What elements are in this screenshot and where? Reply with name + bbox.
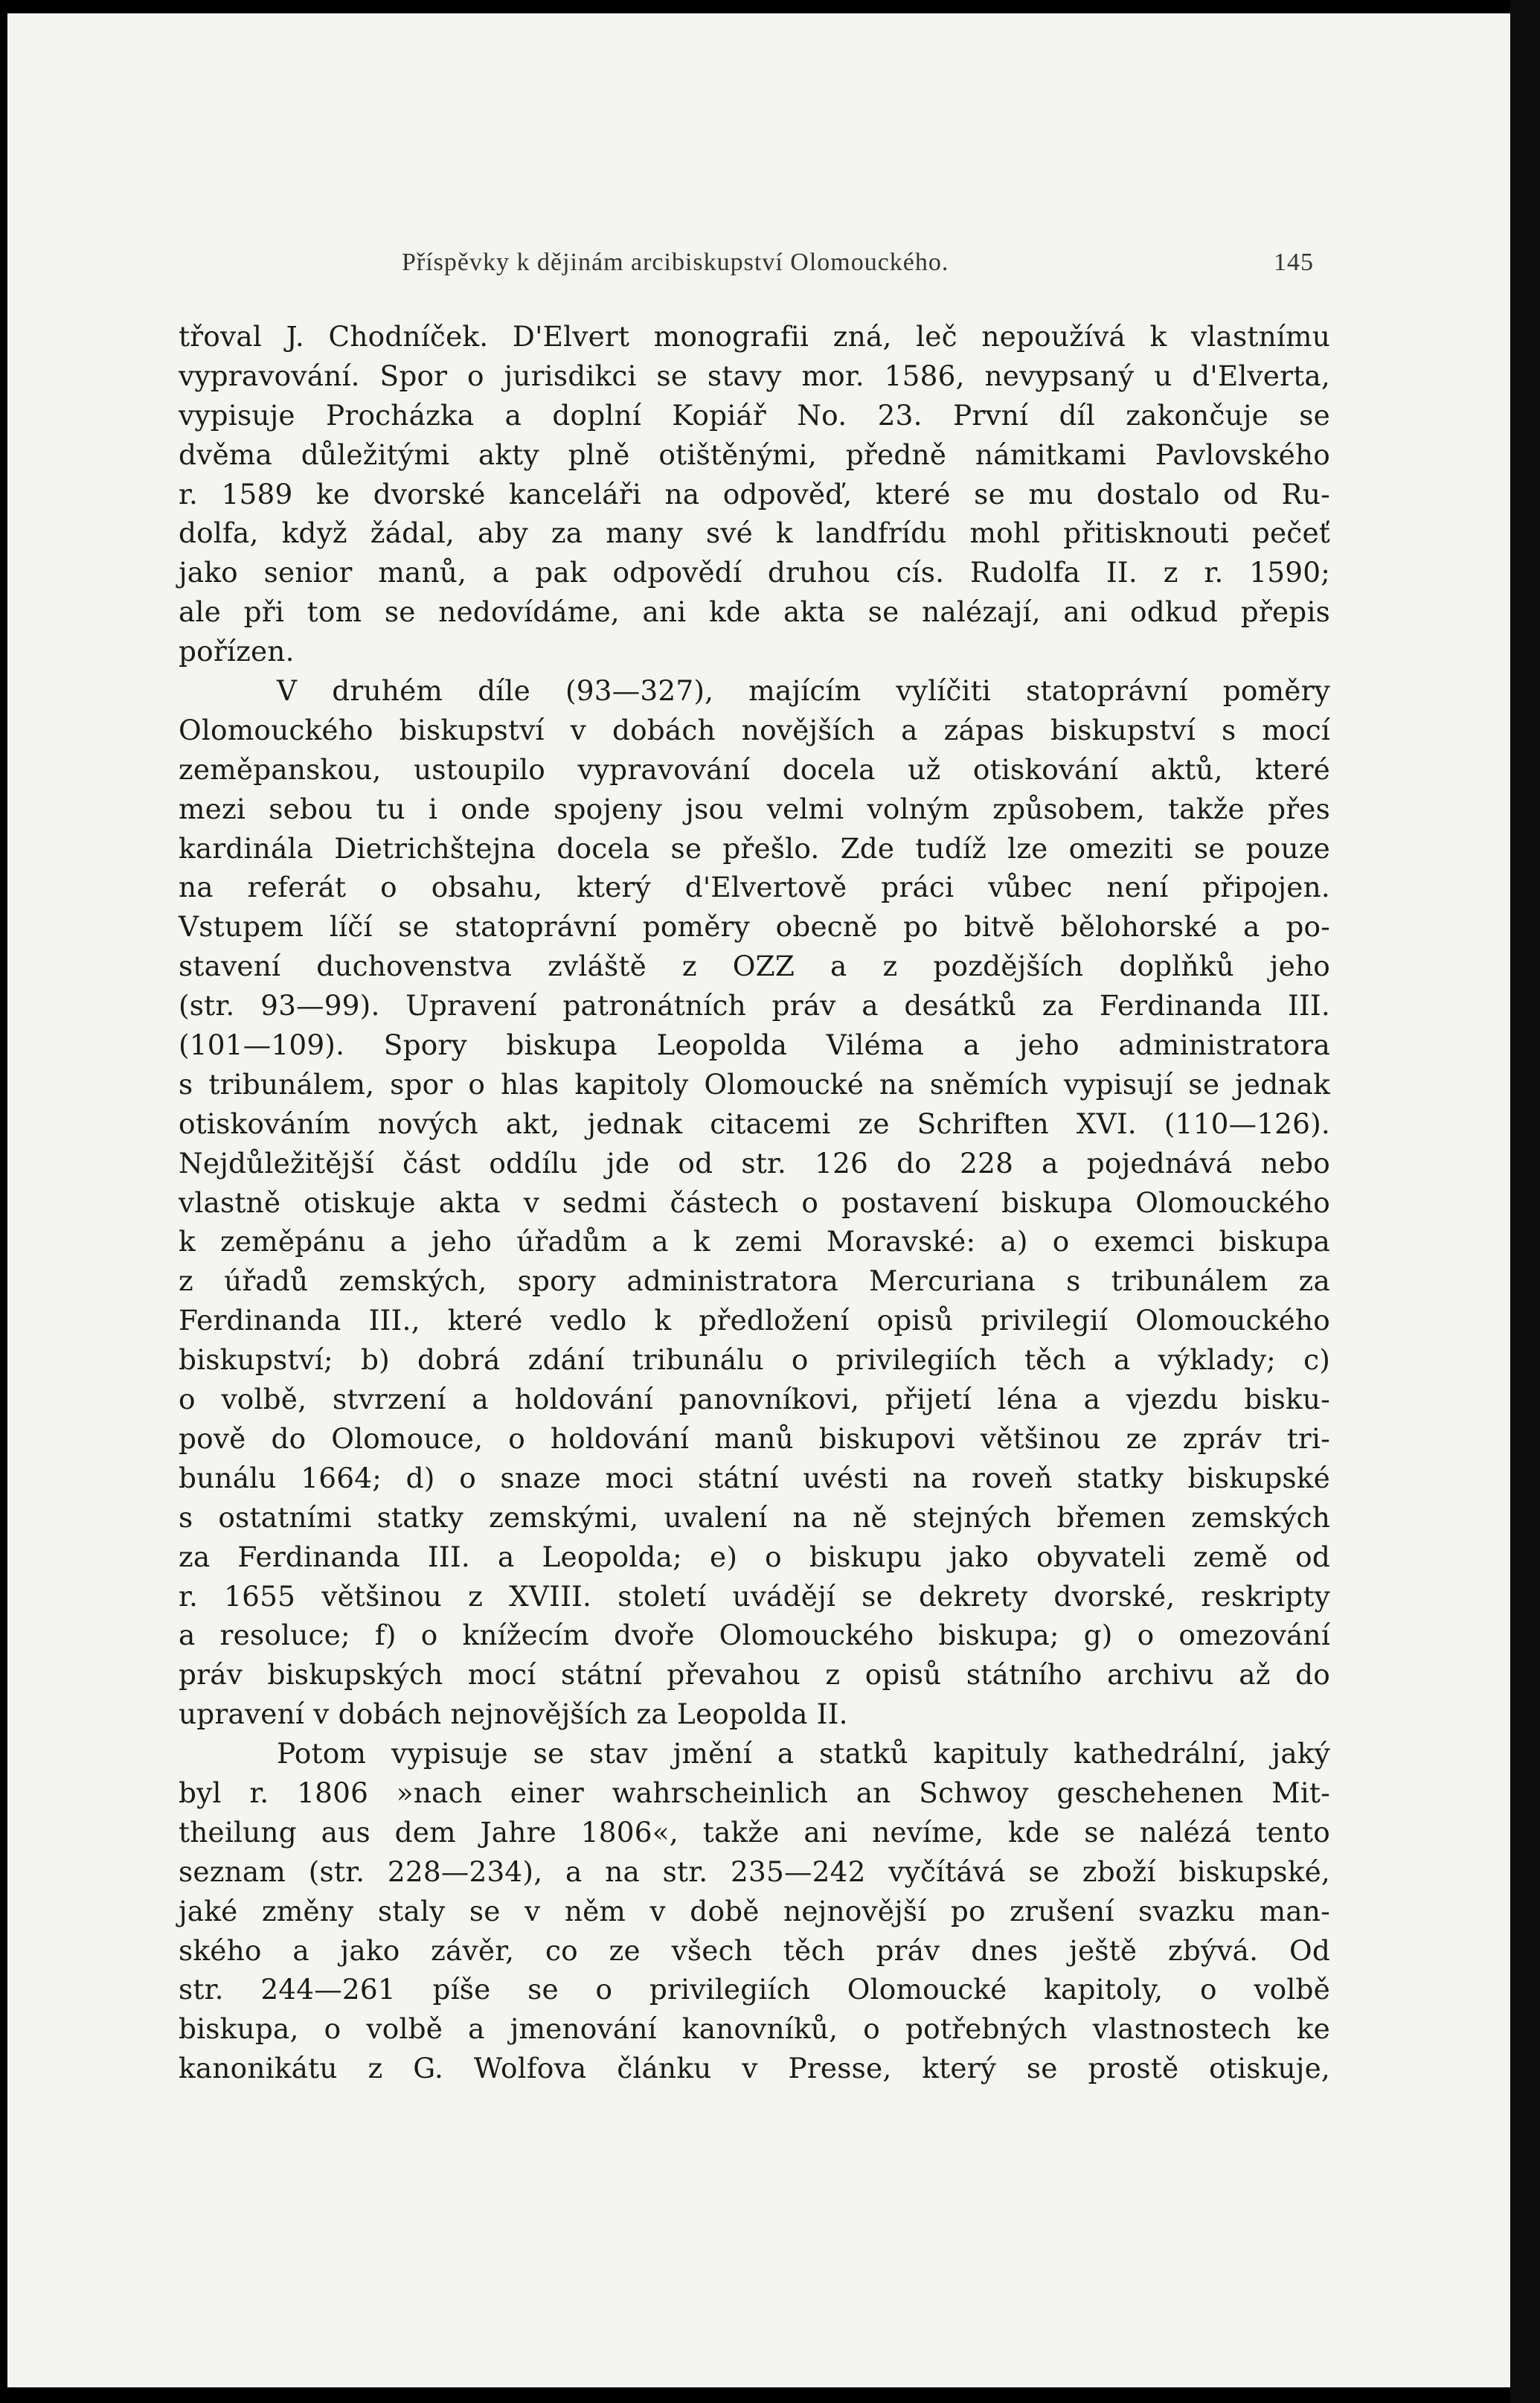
text-line: str. 244—261 píše se o privilegiích Olomoucké kapitoly, o volbě: [179, 1973, 1330, 2006]
text-line: (str. 93—99). Upravení patronátních práv a desátků za Ferdinanda III.: [179, 989, 1330, 1023]
text-line: r. 1655 většinou z XVIII. století uvádějí se dekrety dvorské, reskripty: [179, 1579, 1330, 1613]
text-line: (101—109). Spory biskupa Leopolda Viléma a jeho administratora: [179, 1028, 1330, 1062]
text-line: z úřadů zemských, spory administratora Mercuriana s tribunálem za: [179, 1264, 1330, 1298]
scanned-page: [7, 13, 1510, 2387]
text-line: na referát o obsahu, který d'Elvertově práci vůbec není připojen.: [179, 871, 1330, 904]
text-line: biskupství; b) dobrá zdání tribunálu o privilegiích těch a výklady; c): [179, 1343, 1330, 1377]
text-line: upravení v dobách nejnovějších za Leopolda II.: [179, 1698, 848, 1731]
text-line: Potom vypisuje se stav jmění a statků kapituly kathedrální, jaký: [277, 1737, 1330, 1770]
text-line: Vstupem líčí se statoprávní poměry obecně po bitvě bělohorské a po-: [179, 910, 1330, 944]
text-line: vlastně otiskuje akta v sedmi částech o postavení biskupa Olomouckého: [179, 1185, 1330, 1219]
text-line: za Ferdinanda III. a Leopolda; e) o biskupu jako obyvateli země od: [179, 1540, 1330, 1573]
text-line: Ferdinanda III., které vedlo k předložení opisů privilegií Olomouckého: [179, 1304, 1330, 1337]
text-line: o volbě, stvrzení a holdování panovníkovi, přijetí léna a vjezdu bisku-: [179, 1383, 1330, 1416]
text-line: theilung aus dem Jahre 1806«, takže ani nevíme, kde se nalézá tento: [179, 1815, 1330, 1849]
text-line: dvěma důležitými akty plně otištěnými, předně námitkami Pavlovského: [179, 438, 1330, 471]
text-line: k zeměpánu a jeho úřadům a k zemi Moravské: a) o exemci biskupa: [179, 1225, 1330, 1258]
text-line: dolfa, když žádal, aby za many své k landfrídu mohl přitisknouti pečeť: [179, 516, 1330, 550]
text-line: jako senior manů, a pak odpovědí druhou cís. Rudolfa II. z r. 1590;: [179, 556, 1330, 589]
text-line: pořízen.: [179, 635, 295, 668]
text-line: bunálu 1664; d) o snaze moci státní uvésti na roveň statky biskupské: [179, 1461, 1330, 1494]
text-line: práv biskupských mocí státní převahou z opisů státního archivu až do: [179, 1658, 1330, 1692]
text-line: biskupa, o volbě a jmenování kanovníků, o potřebných vlastnostech ke: [179, 2012, 1330, 2046]
text-line: Nejdůležitější část oddílu jde od str. 126 do 228 a pojednává nebo: [179, 1146, 1330, 1180]
text-line: ale při tom se nedovídáme, ani kde akta se nalézají, ani odkud přepis: [179, 595, 1330, 629]
text-line: s ostatními statky zemskými, uvalení na ně stejných břemen zemských: [179, 1500, 1330, 1534]
running-header: [179, 243, 1330, 287]
text-line: r. 1589 ke dvorské kanceláři na odpověď, které se mu dostalo od Ru-: [179, 477, 1330, 511]
text-line: vypisuje Procházka a doplní Kopiář No. 23. První díl zakončuje se: [179, 398, 1330, 432]
text-line: V druhém díle (93—327), majícím vylíčiti statoprávní poměry: [277, 674, 1330, 708]
running-title: Příspěvky k dějinám arcibiskupství Olomouckého.: [402, 249, 949, 276]
text-line: s tribunálem, spor o hlas kapitoly Olomoucké na sněmích vypisují se jednak: [179, 1067, 1330, 1101]
page-content: [179, 243, 1330, 2088]
text-line: třoval J. Chodníček. D'Elvert monografii zná, leč nepoužívá k vlastnímu: [179, 320, 1330, 353]
text-line: otiskováním nových akt, jednak citacemi ze Schriften XVI. (110—126).: [179, 1107, 1330, 1140]
text-line: ského a jako závěr, co ze všech těch práv dnes ještě zbývá. Od: [179, 1933, 1330, 1967]
page-number: 145: [1274, 249, 1314, 276]
text-line: kardinála Dietrichštejna docela se přešlo. Zde tudíž lze omeziti se pouze: [179, 831, 1330, 865]
text-line: seznam (str. 228—234), a na str. 235—242 vyčítává se zboží biskupské,: [179, 1855, 1330, 1888]
text-line: kanonikátu z G. Wolfova článku v Presse, který se prostě otiskuje,: [179, 2052, 1330, 2085]
text-line: byl r. 1806 »nach einer wahrscheinlich an Schwoy geschehenen Mit-: [179, 1776, 1330, 1809]
text-line: a resoluce; f) o knížecím dvoře Olomouckého biskupa; g) o omezování: [179, 1619, 1330, 1652]
text-line: stavení duchovenstva zvláště z OZZ a z pozdějších doplňků jeho: [179, 950, 1330, 983]
text-line: zeměpanskou, ustoupilo vypravování docela už otiskování aktů, které: [179, 752, 1330, 786]
body-text: [179, 317, 1330, 2088]
text-line: Olomouckého biskupství v dobách novějších a zápas biskupství s mocí: [179, 713, 1330, 746]
text-line: mezi sebou tu i onde spojeny jsou velmi volným způsobem, takže přes: [179, 792, 1330, 825]
scan-border: [1510, 0, 1540, 2403]
text-line: vypravování. Spor o jurisdikci se stavy mor. 1586, nevypsaný u d'Elverta,: [179, 359, 1330, 392]
text-line: jaké změny staly se v něm v době nejnovější po zrušení svazku man-: [179, 1894, 1330, 1927]
text-line: pově do Olomouce, o holdování manů biskupovi většinou ze zpráv tri-: [179, 1421, 1330, 1455]
